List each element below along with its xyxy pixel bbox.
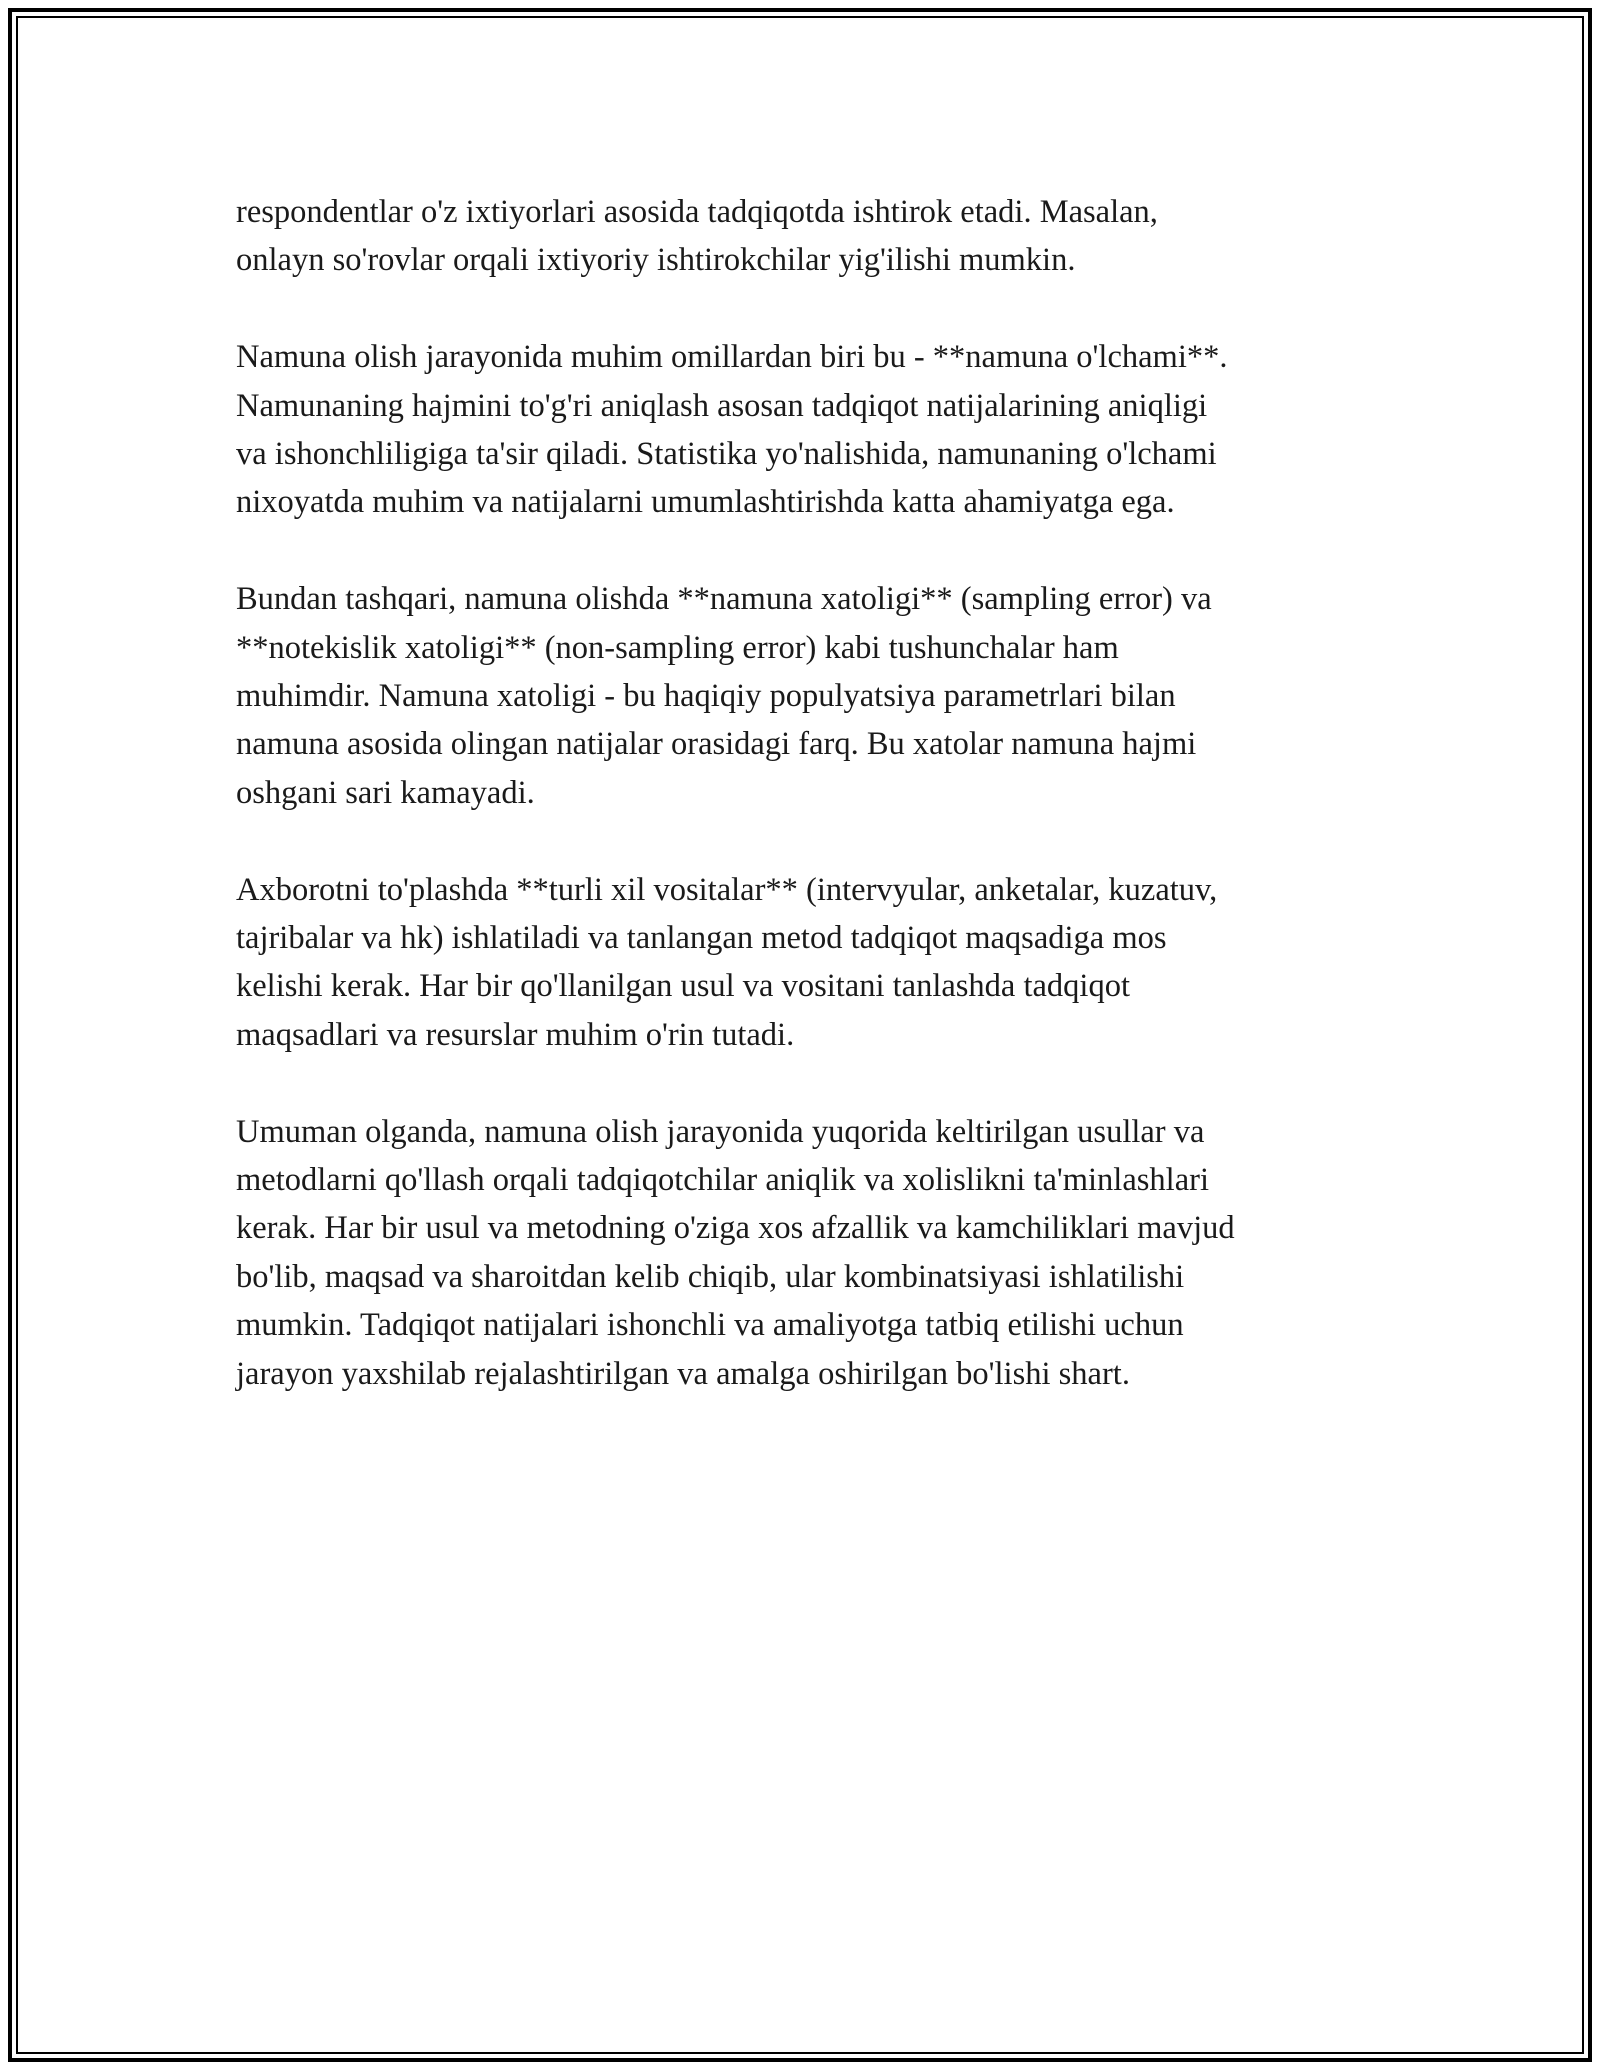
text-line: Umuman olganda, namuna olish jarayonida yuqorida keltirilgan usullar va: [236, 1113, 1205, 1150]
text-line: onlayn so'rovlar orqali ixtiyoriy ishtirokchilar yig'ilishi mumkin.: [236, 242, 1076, 279]
text-line: oshgani sari kamayadi.: [236, 774, 535, 811]
text-line: metodlarni qo'llash orqali tadqiqotchilar aniqlik va xolislikni ta'minlashlari: [236, 1162, 1209, 1199]
document-body: [236, 188, 1396, 1446]
text-line: **notekislik xatoligi** (non-sampling error) kabi tushunchalar ham: [236, 629, 1119, 666]
text-line: Namunaning hajmini to'g'ri aniqlash asosan tadqiqot natijalarining aniqligi: [236, 387, 1208, 424]
text-line: bo'lib, maqsad va sharoitdan kelib chiqib, ular kombinatsiyasi ishlatilishi: [236, 1258, 1185, 1295]
text-line: Namuna olish jarayonida muhim omillardan biri bu - **namuna o'lchami**.: [236, 339, 1228, 376]
paragraph: [236, 333, 1396, 527]
paragraph: [236, 866, 1396, 1060]
paragraph: [236, 575, 1396, 817]
text-line: jarayon yaxshilab rejalashtirilgan va amalga oshirilgan bo'lishi shart.: [236, 1355, 1130, 1392]
text-line: maqsadlari va resurslar muhim o'rin tutadi.: [236, 1016, 795, 1053]
text-line: va ishonchliligiga ta'sir qiladi. Statistika yo'nalishida, namunaning o'lchami: [236, 436, 1217, 473]
text-line: nixoyatda muhim va natijalarni umumlashtirishda katta ahamiyatga ega.: [236, 484, 1175, 521]
text-line: tajribalar va hk) ishlatiladi va tanlangan metod tadqiqot maqsadiga mos: [236, 920, 1167, 957]
text-line: Axborotni to'plashda **turli xil vositalar** (intervyular, anketalar, kuzatuv,: [236, 871, 1218, 908]
paragraph: [236, 188, 1396, 285]
text-line: Bundan tashqari, namuna olishda **namuna xatoligi** (sampling error) va: [236, 581, 1212, 618]
text-line: kelishi kerak. Har bir qo'llanilgan usul va vositani tanlashda tadqiqot: [236, 968, 1130, 1005]
text-line: muhimdir. Namuna xatoligi - bu haqiqiy populyatsiya parametrlari bilan: [236, 678, 1176, 715]
text-line: mumkin. Tadqiqot natijalari ishonchli va amaliyotga tatbiq etilishi uchun: [236, 1307, 1184, 1344]
text-line: namuna asosida olingan natijalar orasidagi farq. Bu xatolar namuna hajmi: [236, 726, 1197, 763]
text-line: respondentlar o'z ixtiyorlari asosida tadqiqotda ishtirok etadi. Masalan,: [236, 194, 1158, 230]
text-line: kerak. Har bir usul va metodning o'ziga xos afzallik va kamchiliklari mavjud: [236, 1210, 1235, 1247]
paragraph: [236, 1108, 1396, 1398]
